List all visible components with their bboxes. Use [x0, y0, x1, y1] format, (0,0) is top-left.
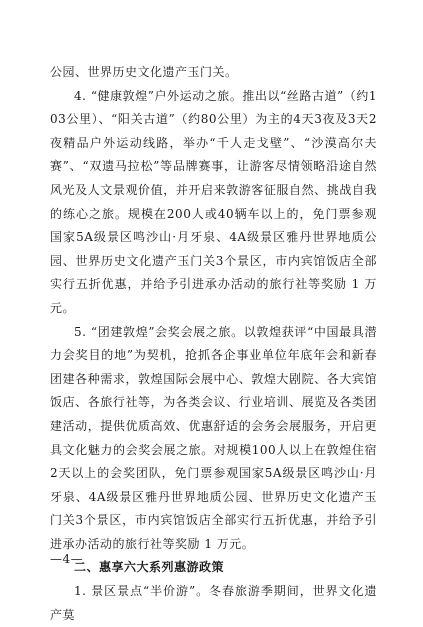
paragraph-continuation: 公园、世界历史文化遗产玉门关。 — [50, 65, 238, 79]
section-heading: 二、惠享六大系列惠游政策 — [74, 560, 225, 575]
paragraph-health-dunhuang: 4. “健康敦煌”户外运动之旅。推出以“丝路古道”（约103公里）、“阳关古道”（约80公里）为主的4天3夜及3天2夜精品户外运动线路，举办“千人走戈壁”、“沙漠高尔夫赛”、“双遗马拉松”等品牌赛事，让游客尽情领略沿途自然风光及人文景观价值，并开启来敦游客征服自然、挑战自我的练心之旅。规模在200人或40辆车以上的，免门票参观国家5A级景区鸣沙山·月牙泉、4A级景区雅丹世界地质公园、世界历史文化遗产玉门关3个景区，市内宾馆饭店全部实行五折优惠，并给予引进承办活动的旅行社等奖励 1 万元。 — [50, 88, 377, 315]
paragraph-half-price-tour: 1. 景区景点“半价游”。冬春旅游季期间，世界文化遗产莫 — [50, 584, 377, 622]
page-number: —4— — [50, 552, 84, 566]
paragraph-teambuilding-dunhuang: 5. “团建敦煌”会奖会展之旅。以敦煌获评“中国最具潜力会奖目的地”为契机，抢抓各企事业单位年底年会和新春团建各种需求，敦煌国际会展中心、敦煌大剧院、各大宾馆饭店、各旅行社等，为各类会议、行业培训、展览及各类团建活动，提供优质高效、优惠舒适的会务会展服务，开启更具文化魅力的会奖会展之旅。对规模100人以上在敦煌住宿2天以上的会奖团队，免门票参观国家5A级景区鸣沙山·月牙泉、4A级景区雅丹世界地质公园、世界历史文化遗产玉门关3个景区，市内宾馆饭店全部实行五折优惠，并给予引进承办活动的旅行社等奖励 1 万元。 — [50, 324, 377, 551]
